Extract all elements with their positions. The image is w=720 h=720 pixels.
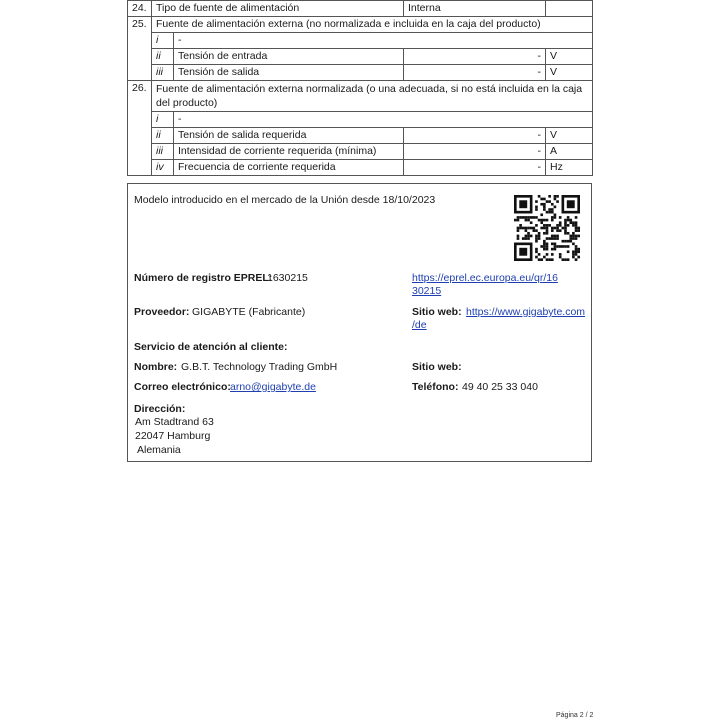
eprel-link[interactable] — [412, 272, 558, 298]
sub-label: - — [174, 112, 593, 128]
table-row — [128, 17, 593, 33]
table-row — [128, 33, 593, 49]
row-label: Tipo de fuente de alimentación — [152, 1, 404, 17]
email-label: Correo electrónico: — [134, 381, 231, 393]
sub-unit: A — [546, 144, 593, 160]
spec-table — [127, 0, 593, 176]
sub-index: iv — [152, 160, 174, 176]
address-line: Am Stadtrand 63 — [135, 416, 214, 428]
contact-name-label: Nombre: — [134, 361, 178, 373]
sub-index: iii — [152, 65, 174, 81]
sub-index: i — [152, 112, 174, 128]
sub-label: Tensión de salida — [174, 65, 404, 81]
sub-unit: V — [546, 128, 593, 144]
table-row — [128, 128, 593, 144]
service-heading: Servicio de atención al cliente: — [134, 341, 288, 353]
supplier-value: GIGABYTE (Fabricante) — [192, 306, 306, 318]
website-label: Sitio web: — [412, 306, 462, 318]
row-number: 25. — [128, 17, 152, 81]
sub-value: - — [404, 128, 546, 144]
qr-code-icon[interactable] — [514, 195, 580, 261]
supplier-label: Proveedor: — [134, 306, 190, 318]
sub-label: Frecuencia de corriente requerida — [174, 160, 404, 176]
website-line1: https://www.gigabyte.com — [466, 306, 586, 318]
row-unit — [546, 1, 593, 17]
sub-label: Tensión de entrada — [174, 49, 404, 65]
sub-label: Intensidad de corriente requerida (mínima) — [174, 144, 404, 160]
sub-index: ii — [152, 128, 174, 144]
sub-value: - — [404, 49, 546, 65]
phone-value: 49 40 25 33 040 — [462, 381, 538, 393]
eprel-label: Número de registro EPREL: — [134, 272, 273, 284]
sub-unit: V — [546, 65, 593, 81]
sub-index: iii — [152, 144, 174, 160]
table-row — [128, 49, 593, 65]
row-number: 26. — [128, 81, 152, 176]
table-row — [128, 112, 593, 128]
eprel-value: 1630215 — [267, 272, 308, 284]
table-row — [128, 160, 593, 176]
sub-label: - — [174, 33, 593, 49]
address-label: Dirección: — [134, 403, 186, 415]
row-number: 24. — [128, 1, 152, 17]
website-link[interactable] — [412, 306, 585, 332]
sub-value: - — [404, 65, 546, 81]
sub-index: ii — [152, 49, 174, 65]
website-line2: /de — [412, 319, 427, 331]
table-row — [128, 144, 593, 160]
row-label: Fuente de alimentación externa normalizada (o una adecuada, si no está incluida en la caja del producto) — [152, 81, 593, 112]
row-label: Fuente de alimentación externa (no normalizada e incluida en la caja del producto) — [152, 17, 593, 33]
market-date-text: Modelo introducido en el mercado de la Unión desde 18/10/2023 — [134, 194, 436, 206]
address-line: 22047 Hamburg — [135, 430, 211, 442]
table-row — [128, 1, 593, 17]
eprel-link-line1: https://eprel.ec.europa.eu/qr/16 — [412, 272, 558, 284]
service-website-label: Sitio web: — [412, 361, 462, 373]
address-line: Alemania — [137, 444, 181, 456]
sub-value: - — [404, 144, 546, 160]
product-info-box — [127, 183, 592, 462]
sub-value: - — [404, 160, 546, 176]
sub-unit: Hz — [546, 160, 593, 176]
eprel-link-line2: 30215 — [412, 285, 442, 297]
row-value: Interna — [404, 1, 546, 17]
sub-index: i — [152, 33, 174, 49]
sub-label: Tensión de salida requerida — [174, 128, 404, 144]
contact-name-value: G.B.T. Technology Trading GmbH — [181, 361, 338, 373]
email-link[interactable]: arno@gigabyte.de — [230, 381, 316, 393]
sub-unit: V — [546, 49, 593, 65]
table-row — [128, 65, 593, 81]
phone-label: Teléfono: — [412, 381, 459, 393]
table-row — [128, 81, 593, 112]
page-number: Página 2 / 2 — [556, 712, 594, 719]
